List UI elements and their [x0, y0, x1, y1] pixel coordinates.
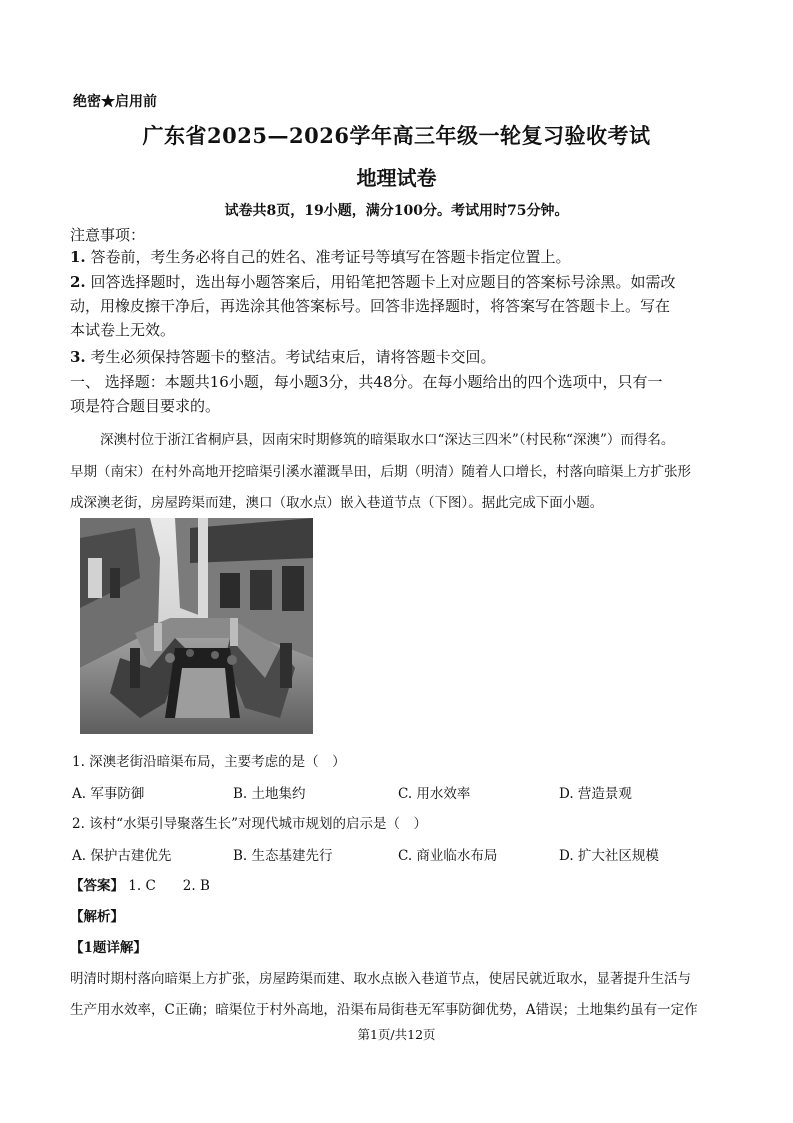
notice-item-2-line-2: 动，用橡皮擦干净后，再选涂其他答案标号。回答非选择题时，将答案写在答题卡上。写在: [70, 297, 671, 315]
section-heading-line-2: 项是符合题目要求的。: [70, 397, 221, 415]
analysis-line-2: 生产用水效率，C正确；暗渠位于村外高地，沿渠布局街巷无军事防御优势，A错误；土地集约虽有一定作: [70, 1002, 698, 1018]
answer-text: 1. C 2. B: [128, 878, 210, 894]
section-heading: 一、 选择题：本题共16小题，每小题3分，共48分。在每小题给出的四个选项中，只有一: [70, 373, 663, 391]
notice-item-2-line-3: 本试卷上无效。: [70, 321, 176, 339]
subject-title: 地理试卷: [356, 166, 437, 190]
channel-photo-drawing: [80, 518, 313, 734]
exam-info: 试卷共8页，19小题，满分100分。考试用时75分钟。: [224, 203, 569, 219]
notice-item-number: 1.: [70, 248, 86, 266]
answer-line: [70, 874, 210, 894]
question-2-option-d: D. 扩大社区规模: [559, 848, 659, 864]
notice-item-text: 回答选择题时，选出每小题答案后，用铅笔把答题卡上对应题目的答案标号涂黑。如需改: [90, 273, 676, 291]
analysis-line-1: 明清时期村落向暗渠上方扩张，房屋跨渠而建、取水点嵌入巷道节点，使居民就近取水，显著提升生活与: [70, 971, 691, 987]
notice-heading: 注意事项：: [70, 226, 146, 244]
analysis-tag: 【解析】: [70, 909, 124, 925]
confidential-label: 绝密★启用前: [73, 94, 157, 110]
material-line-2: 早期（南宋）在村外高地开挖暗渠引溪水灌溉旱田，后期（明清）随着人口增长，村落向暗渠上方扩张形: [70, 464, 691, 480]
question-1-stem: 1. 深澳老街沿暗渠布局，主要考虑的是（ ）: [72, 754, 346, 770]
question-1-option-a: A. 军事防御: [72, 786, 145, 802]
material-line-1: 深澳村位于浙江省桐庐县，因南宋时期修筑的暗渠取水口“深达三四米”（村民称“深澳”）而得名。: [100, 432, 675, 448]
question-2-stem: 2. 该村“水渠引导聚落生长”对现代城市规划的启示是（ ）: [72, 816, 427, 832]
notice-item-text: 答卷前，考生务必将自己的姓名、准考证号等填写在答题卡指定位置上。: [90, 248, 571, 266]
question-1-option-b: B. 土地集约: [233, 786, 306, 802]
detail-tag: 【1题详解】: [70, 940, 147, 956]
notice-item-number: 2.: [70, 273, 86, 291]
page-number: 第1页/共12页: [357, 1027, 436, 1042]
question-1-option-c: C. 用水效率: [398, 786, 471, 802]
question-2-option-c: C. 商业临水布局: [398, 848, 498, 864]
notice-item-number: 3.: [70, 348, 86, 366]
notice-item-text: 考生必须保持答题卡的整洁。考试结束后，请将答题卡交回。: [90, 348, 496, 366]
question-1-option-d: D. 营造景观: [559, 786, 632, 802]
answer-tag: 【答案】: [70, 878, 124, 894]
village-channel-photo: [80, 518, 313, 734]
question-2-option-b: B. 生态基建先行: [233, 848, 333, 864]
notice-item-1: [70, 245, 570, 269]
question-2-option-a: A. 保护古建优先: [72, 848, 172, 864]
notice-item-3: [70, 345, 495, 369]
exam-title: 广东省2025—2026学年高三年级一轮复习验收考试: [142, 123, 651, 148]
notice-item-2: [70, 270, 675, 294]
material-line-3: 成深澳老街，房屋跨渠而建，澳口（取水点）嵌入巷道节点（下图）。据此完成下面小题。: [70, 495, 604, 511]
